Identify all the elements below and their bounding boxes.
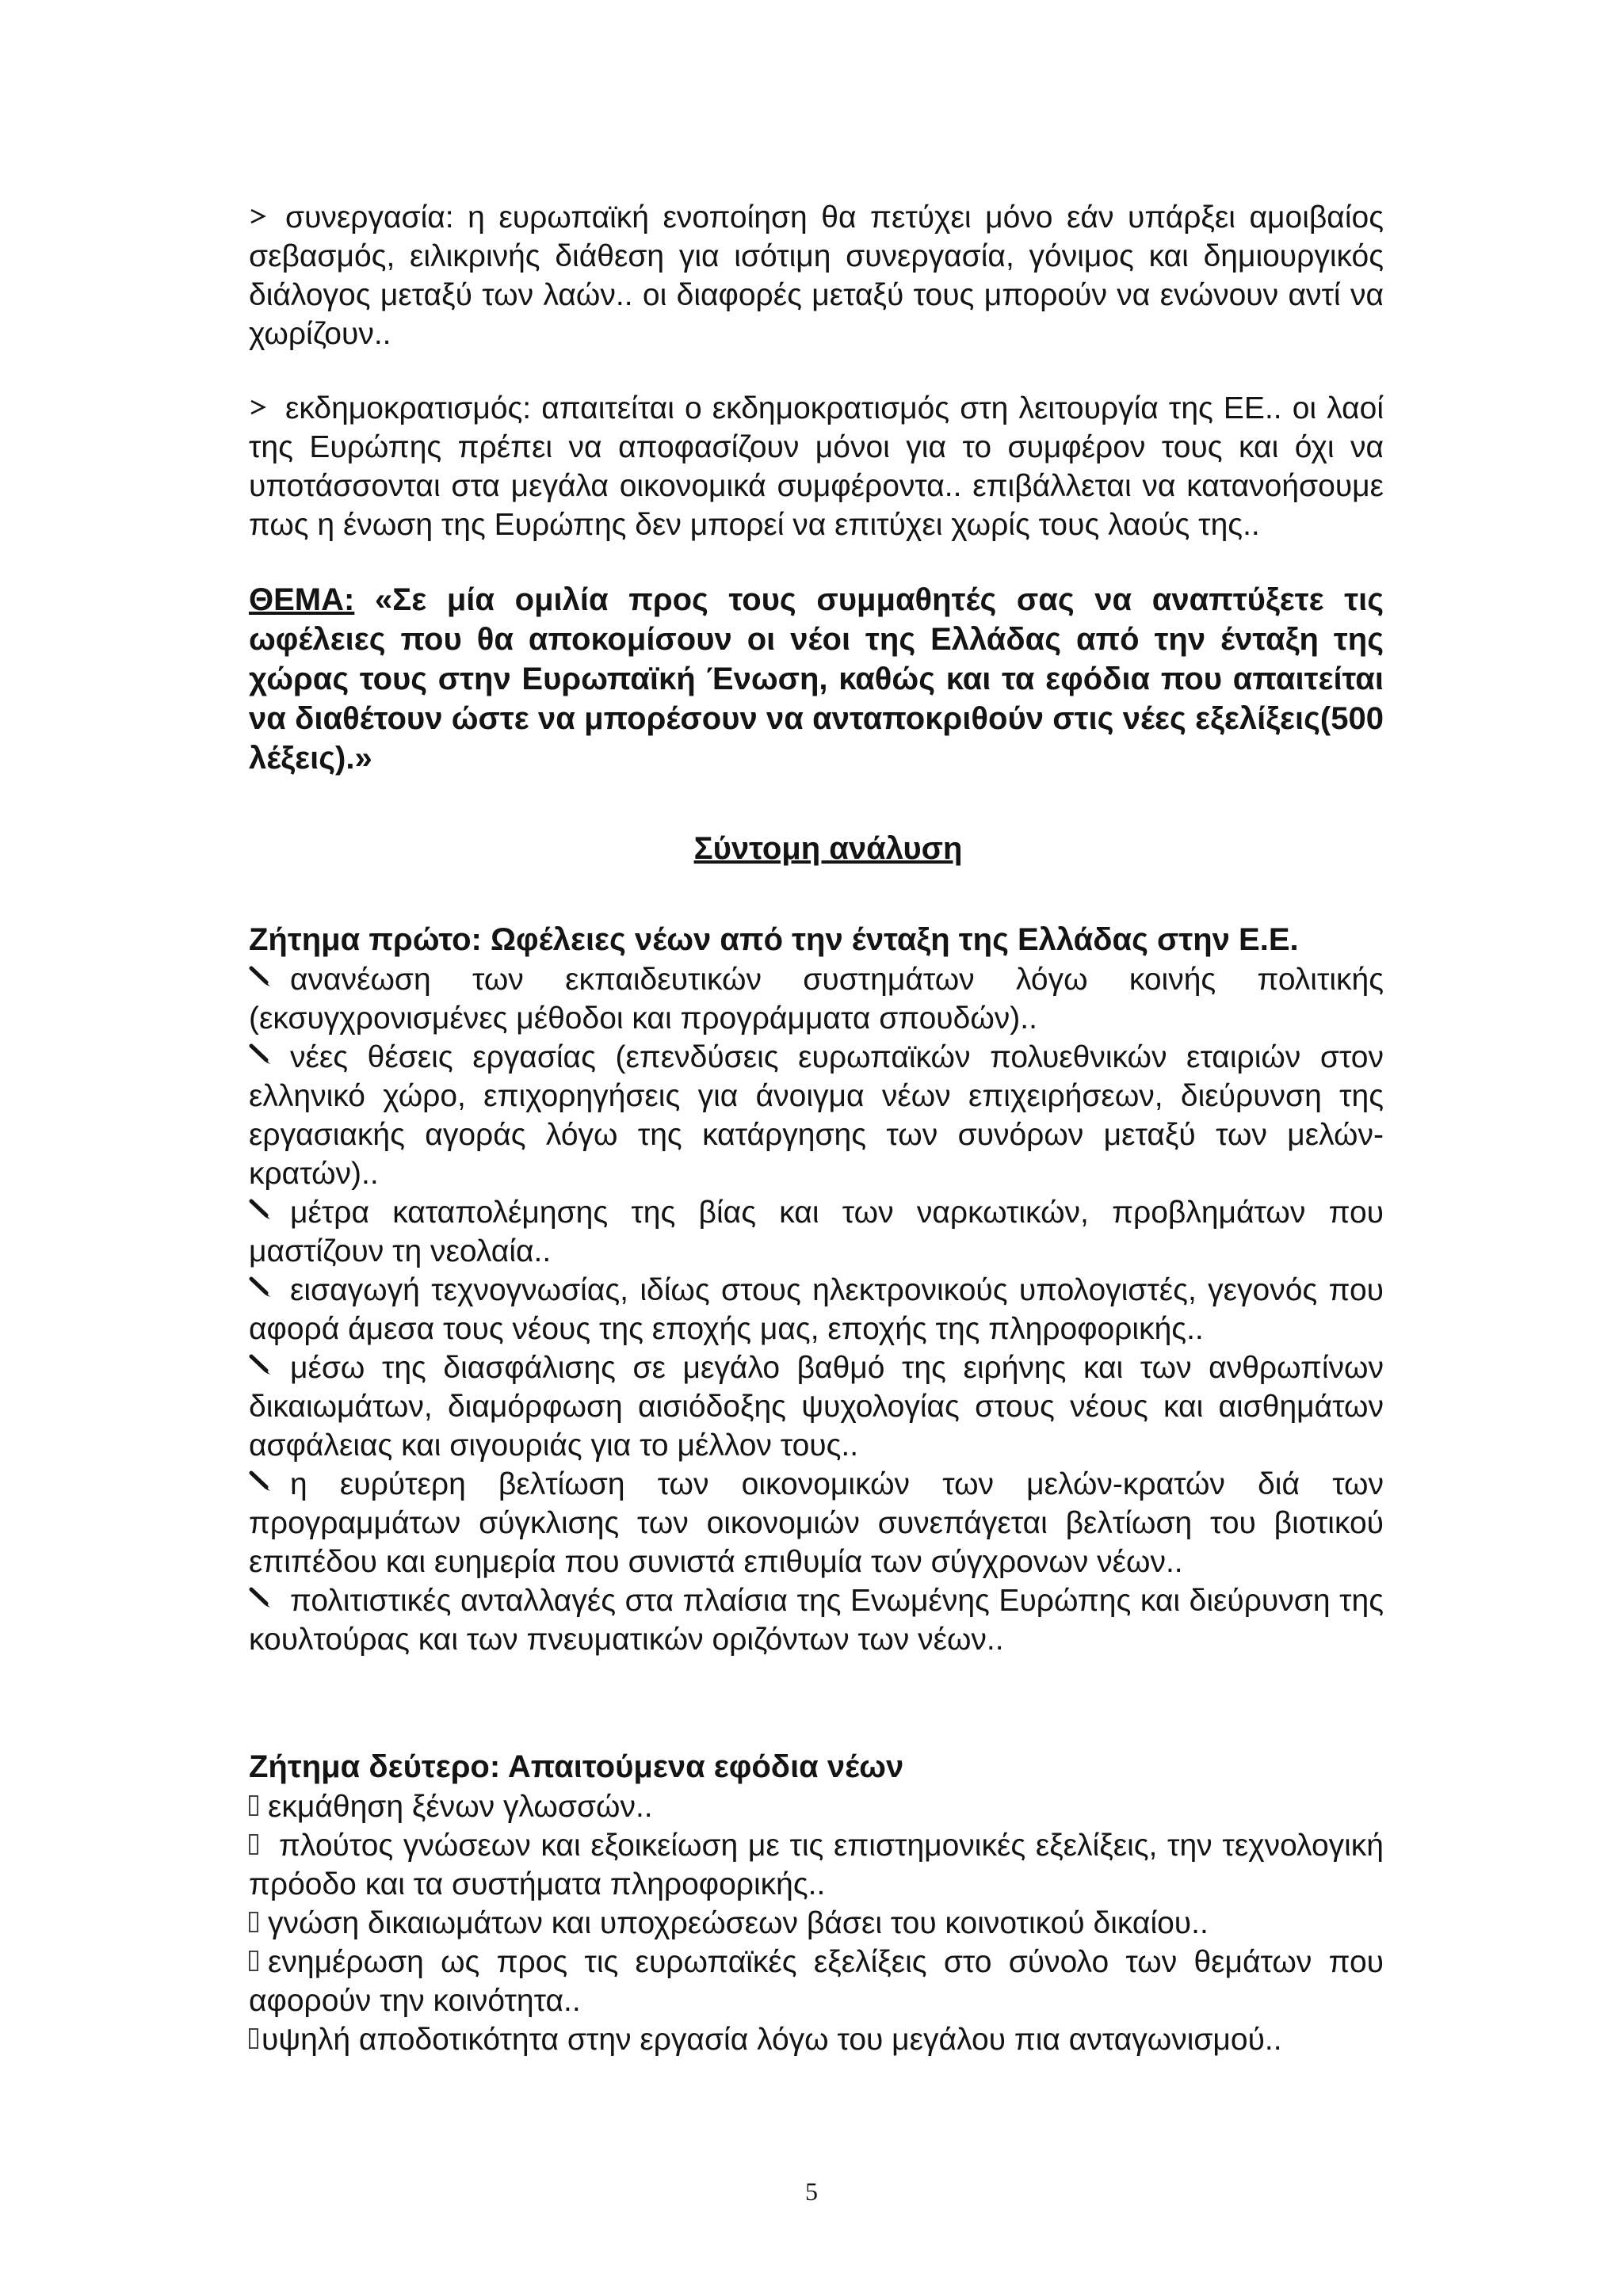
issue2-item xyxy=(249,1943,1384,2020)
arrow-bullet-icon xyxy=(249,208,266,225)
pen-bullet-icon xyxy=(249,1586,273,1610)
issue1-item-text: μέσω της διασφάλισης σε μεγάλο βαθμό της ειρήνης και των ανθρωπίνων δικαιωμάτων, διαμόρφωση αισιόδοξης ψυχολογίας στους νέους και αισθημάτων ασφάλειας και σιγουριάς για το μέλλον τους.. xyxy=(249,1351,1384,1463)
analysis-title: Σύντομη ανάλυση xyxy=(693,831,963,866)
issue1-item xyxy=(249,1271,1384,1348)
issue1-title: Ζήτημα πρώτο: Ωφέλειες νέων από την ένταξη της Ελλάδας στην Ε.Ε. xyxy=(249,922,1299,957)
pen-bullet-icon xyxy=(249,965,273,989)
issue2-item xyxy=(249,1904,1384,1943)
issue1-item xyxy=(249,1038,1384,1193)
issue1-item-text: μέτρα καταπολέμησης της βίας και των ναρκωτικών, προβλημάτων που μαστίζουν τη νεολαία.. xyxy=(249,1196,1384,1268)
issue2-item-text: γνώση δικαιωμάτων και υποχρεώσεων βάσει του κοινοτικού δικαίου.. xyxy=(268,1906,1209,1940)
box-bullet-icon xyxy=(249,1951,258,1971)
issue2-item-text: εκμάθηση ξένων γλωσσών.. xyxy=(268,1790,653,1824)
pen-bullet-icon xyxy=(249,1470,273,1493)
issue1-item-text: νέες θέσεις εργασίας (επενδύσεις ευρωπαϊκών πολυεθνικών εταιριών στον ελληνικό χώρο, επιχορηγήσεις για άνοιγμα νέων επιχειρήσεων, διεύρυνση της εργασιακής αγοράς λόγω της κατάργησης των συνόρων μεταξύ των μελών-κρατών).. xyxy=(249,1040,1384,1191)
issue1-item xyxy=(249,1581,1384,1659)
issue1-item-text: η ευρύτερη βελτίωση των οικονομικών των μελών-κρατών διά των προγραμμάτων σύγκλισης των οικονομιών συνεπάγεται βελτίωση του βιοτικού επιπέδου και ευημερία που συνιστά επιθυμία των σύγχρονων νέων.. xyxy=(249,1467,1384,1579)
issue1-list xyxy=(249,960,1384,1659)
intro-item-cooperation xyxy=(249,198,1384,353)
issue1-item xyxy=(249,960,1384,1038)
issue1-item xyxy=(249,1193,1384,1271)
theme-text: «Σε μία ομιλία προς τους συμμαθητές σας να αναπτύξετε τις ωφέλειες που θα αποκομίσουν οι νέοι της Ελλάδας από την ένταξη της χώρας τους στην Ευρωπαϊκή Ένωση, καθώς και τα εφόδια που απαιτείται να διαθέτουν ώστε να μπορέσουν να ανταποκριθούν στις νέες εξελίξεις(500 λέξεις).» xyxy=(249,582,1384,776)
issue1-item-text: ανανέωση των εκπαιδευτικών συστημάτων λόγω κοινής πολιτικής (εκσυγχρονισμένες μέθοδοι και προγράμματα σπουδών).. xyxy=(249,963,1384,1035)
theme-paragraph xyxy=(249,580,1384,778)
page-content xyxy=(249,198,1384,2059)
issue2-item-text: υψηλή αποδοτικότητα στην εργασία λόγω του μεγάλου πια ανταγωνισμού.. xyxy=(262,2023,1282,2057)
intro-item-democratization xyxy=(249,389,1384,544)
box-bullet-icon xyxy=(249,2028,258,2049)
box-bullet-icon xyxy=(249,1834,258,1855)
arrow-bullet-icon xyxy=(249,399,266,416)
issue2-title: Ζήτημα δεύτερο: Απαιτούμενα εφόδια νέων xyxy=(249,1749,904,1784)
issue2-item xyxy=(249,1787,1384,1826)
box-bullet-icon xyxy=(249,1795,258,1816)
issue2-list xyxy=(249,1787,1384,2059)
page-number: 5 xyxy=(805,2177,818,2206)
intro-item-text: συνεργασία: η ευρωπαϊκή ενοποίηση θα πετύχει μόνο εάν υπάρξει αμοιβαίος σεβασμός, ειλικρινής διάθεση για ισότιμη συνεργασία, γόνιμος και δημιουργικός διάλογος μεταξύ των λαών.. οι διαφορές μεταξύ τους μπορούν να ενώνουν αντί να χωρίζουν.. xyxy=(249,200,1384,351)
pen-bullet-icon xyxy=(249,1276,273,1299)
issue2-item xyxy=(249,1826,1384,1904)
issue2-item-text: πλούτος γνώσεων και εξοικείωση με τις επιστημονικές εξελίξεις, την τεχνολογική πρόοδο και τα συστήματα πληροφορικής.. xyxy=(249,1829,1384,1901)
issue1-item xyxy=(249,1465,1384,1581)
pen-bullet-icon xyxy=(249,1353,273,1377)
box-bullet-icon xyxy=(249,1912,258,1932)
issue2-item-text: ενημέρωση ως προς τις ευρωπαϊκές εξελίξεις στο σύνολο των θεμάτων που αφορούν την κοινότητα.. xyxy=(249,1945,1384,2018)
pen-bullet-icon xyxy=(249,1198,273,1222)
pen-bullet-icon xyxy=(249,1043,273,1066)
issue2-item xyxy=(249,2020,1384,2059)
issue1-item xyxy=(249,1348,1384,1465)
issue1-item-text: πολιτιστικές ανταλλαγές στα πλαίσια της Ενωμένης Ευρώπης και διεύρυνση της κουλτούρας και των πνευματικών οριζόντων των νέων.. xyxy=(249,1584,1384,1657)
issue1-item-text: εισαγωγή τεχνογνωσίας, ιδίως στους ηλεκτρονικούς υπολογιστές, γεγονός που αφορά άμεσα τους νέους της εποχής μας, εποχής της πληροφορικής.. xyxy=(249,1273,1384,1346)
intro-item-text: εκδημοκρατισμός: απαιτείται ο εκδημοκρατισμός στη λειτουργία της ΕΕ.. οι λαοί της Ευρώπης πρέπει να αποφασίζουν μόνοι για το συμφέρον τους και όχι να υποτάσσονται στα μεγάλα οικονομικά συμφέροντα.. επιβάλλεται να κατανοήσουμε πως η ένωση της Ευρώπης δεν μπορεί να επιτύχει χωρίς τους λαούς της.. xyxy=(249,391,1384,542)
theme-label: ΘΕΜΑ: xyxy=(249,582,355,617)
